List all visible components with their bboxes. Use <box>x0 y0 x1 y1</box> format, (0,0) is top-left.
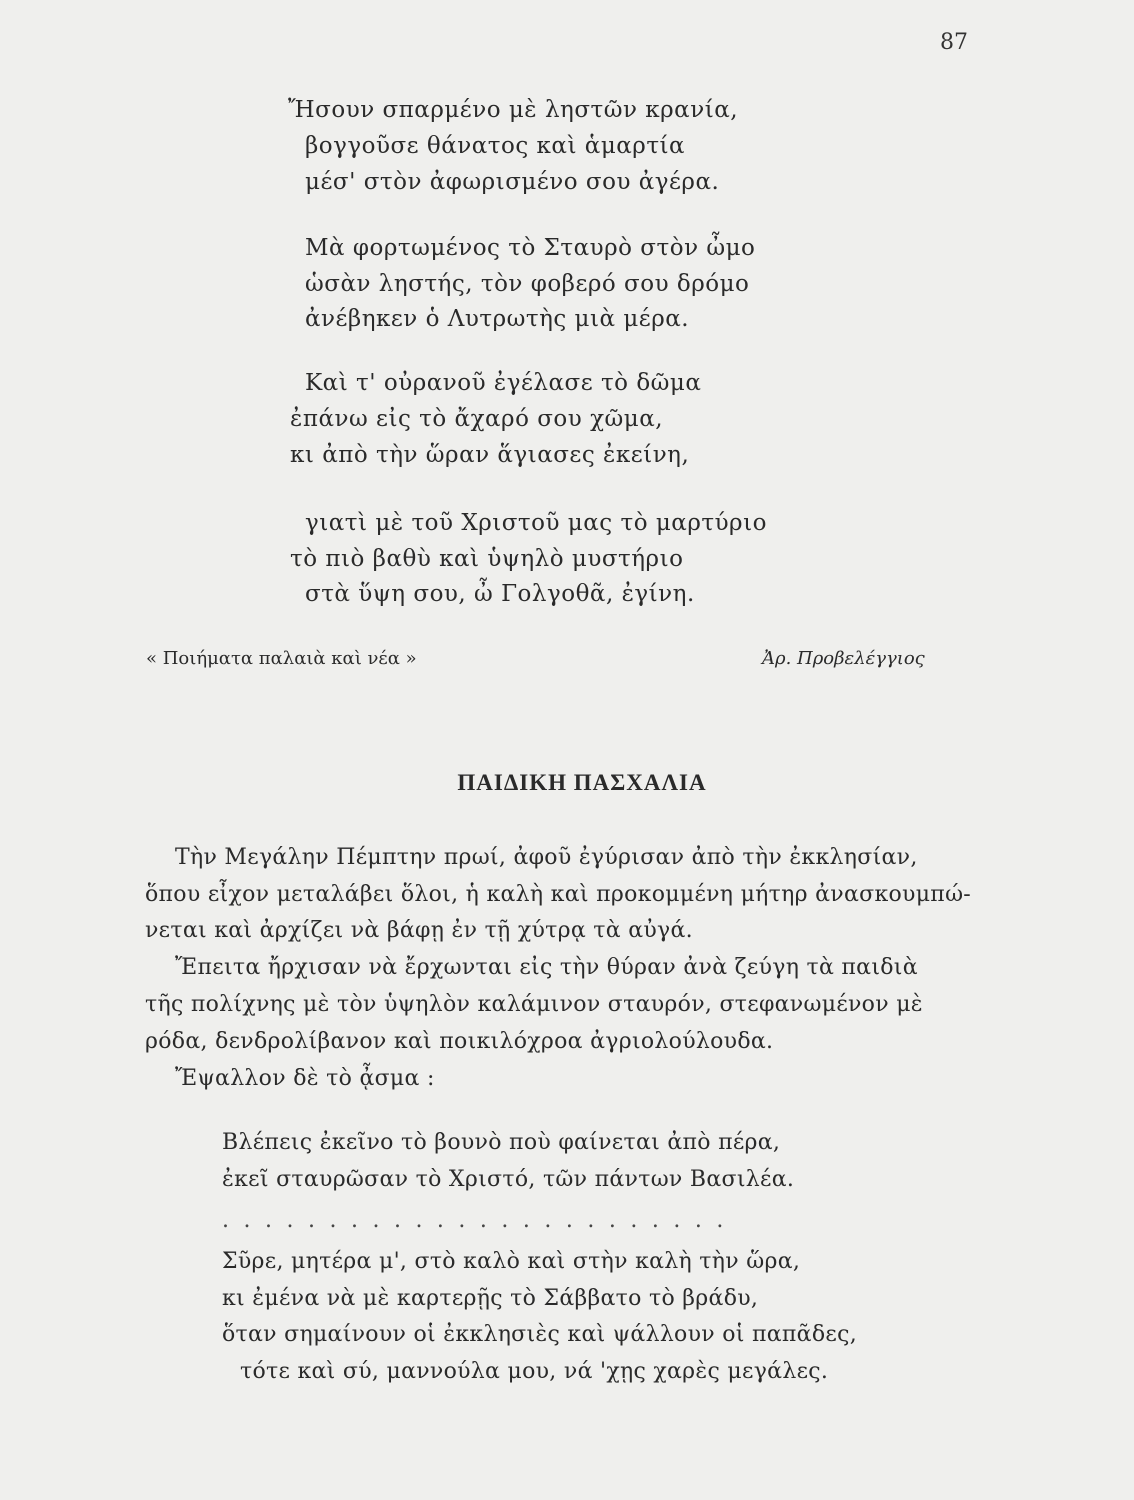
poem-line: τὸ πιὸ βαθὺ καὶ ὑψηλὸ μυστήριο <box>290 546 684 572</box>
poem-line: βογγοῦσε θάνατος καὶ ἁμαρτία <box>305 133 686 159</box>
poem-line: Καὶ τ' οὐρανοῦ ἐγέλασε τὸ δῶμα <box>305 370 702 396</box>
prose-line: Ἔψαλλον δὲ τὸ ᾆσμα : <box>175 1066 435 1091</box>
poem-line: στὰ ὕψη σου, ὦ Γολγοθᾶ, ἐγίνη. <box>305 581 695 607</box>
poem-line: Μὰ φορτωμένος τὸ Σταυρὸ στὸν ὦμο <box>305 235 756 261</box>
song-line: ἐκεῖ σταυρῶσαν τὸ Χριστό, τῶν πάντων Βασιλέα. <box>222 1167 795 1192</box>
poem-line: ἐπάνω εἰς τὸ ἄχαρό σου χῶμα, <box>290 406 664 432</box>
prose-line: Τὴν Μεγάλην Πέμπτην πρωί, ἀφοῦ ἐγύρισαν ἀπὸ τὴν ἐκκλησίαν, <box>175 845 918 870</box>
song-line: Σῦρε, μητέρα μ', στὸ καλὸ καὶ στὴν καλὴ τὴν ὥρα, <box>222 1249 801 1274</box>
prose-line: τῆς πολίχνης μὲ τὸν ὑψηλὸν καλάμινον σταυρόν, στεφανωμένον μὲ <box>145 992 923 1017</box>
prose-line: ὅπου εἶχον μεταλάβει ὅλοι, ἡ καλὴ καὶ προκομμένη μήτηρ ἀνασκουμπώ- <box>145 882 972 907</box>
poem-line: ὡσὰν ληστής, τὸν φοβερό σου δρόμο <box>305 271 750 297</box>
page-number: 87 <box>940 30 968 55</box>
prose-line: Ἔπειτα ἤρχισαν νὰ ἔρχωνται εἰς τὴν θύραν ἀνὰ ζεύγη τὰ παιδιὰ <box>175 955 918 980</box>
song-line: ὅταν σημαίνουν οἱ ἐκκλησιὲς καὶ ψάλλουν οἱ παπᾶδες, <box>222 1322 857 1347</box>
song-line: κι ἐμένα νὰ μὲ καρτερῇς τὸ Σάββατο τὸ βράδυ, <box>222 1286 759 1311</box>
prose-line: νεται καὶ ἀρχίζει νὰ βάφῃ ἐν τῇ χύτρᾳ τὰ αὐγά. <box>145 918 693 943</box>
poem-source: « Ποιήματα παλαιὰ καὶ νέα » <box>146 648 417 669</box>
song-line: τότε καὶ σύ, μαννούλα μου, νά 'χῃς χαρὲς μεγάλες. <box>240 1359 829 1384</box>
poem-author: Ἀρ. Προβελέγγιος <box>762 648 925 669</box>
song-line: Βλέπεις ἐκεῖνο τὸ βουνὸ ποὺ φαίνεται ἀπὸ πέρα, <box>222 1130 781 1155</box>
poem-line: γιατὶ μὲ τοῦ Χριστοῦ μας τὸ μαρτύριο <box>305 510 767 536</box>
poem-line: κι ἀπὸ τὴν ὥραν ἅγιασες ἐκείνη, <box>290 442 690 468</box>
prose-line: ρόδα, δενδρολίβανον καὶ ποικιλόχροα ἀγριολούλουδα. <box>145 1029 774 1054</box>
poem-line: μέσ' στὸν ἀφωρισμένο σου ἀγέρα. <box>305 169 720 195</box>
poem-line: ἀνέβηκεν ὁ Λυτρωτὴς μιὰ μέρα. <box>305 306 690 332</box>
section-title: ΠΑΙΔΙΚΗ ΠΑΣΧΑΛΙΑ <box>457 770 707 795</box>
ellipsis-divider: ........................ <box>222 1208 738 1233</box>
poem-line: Ἤσουν σπαρμένο μὲ ληστῶν κρανία, <box>288 97 739 123</box>
